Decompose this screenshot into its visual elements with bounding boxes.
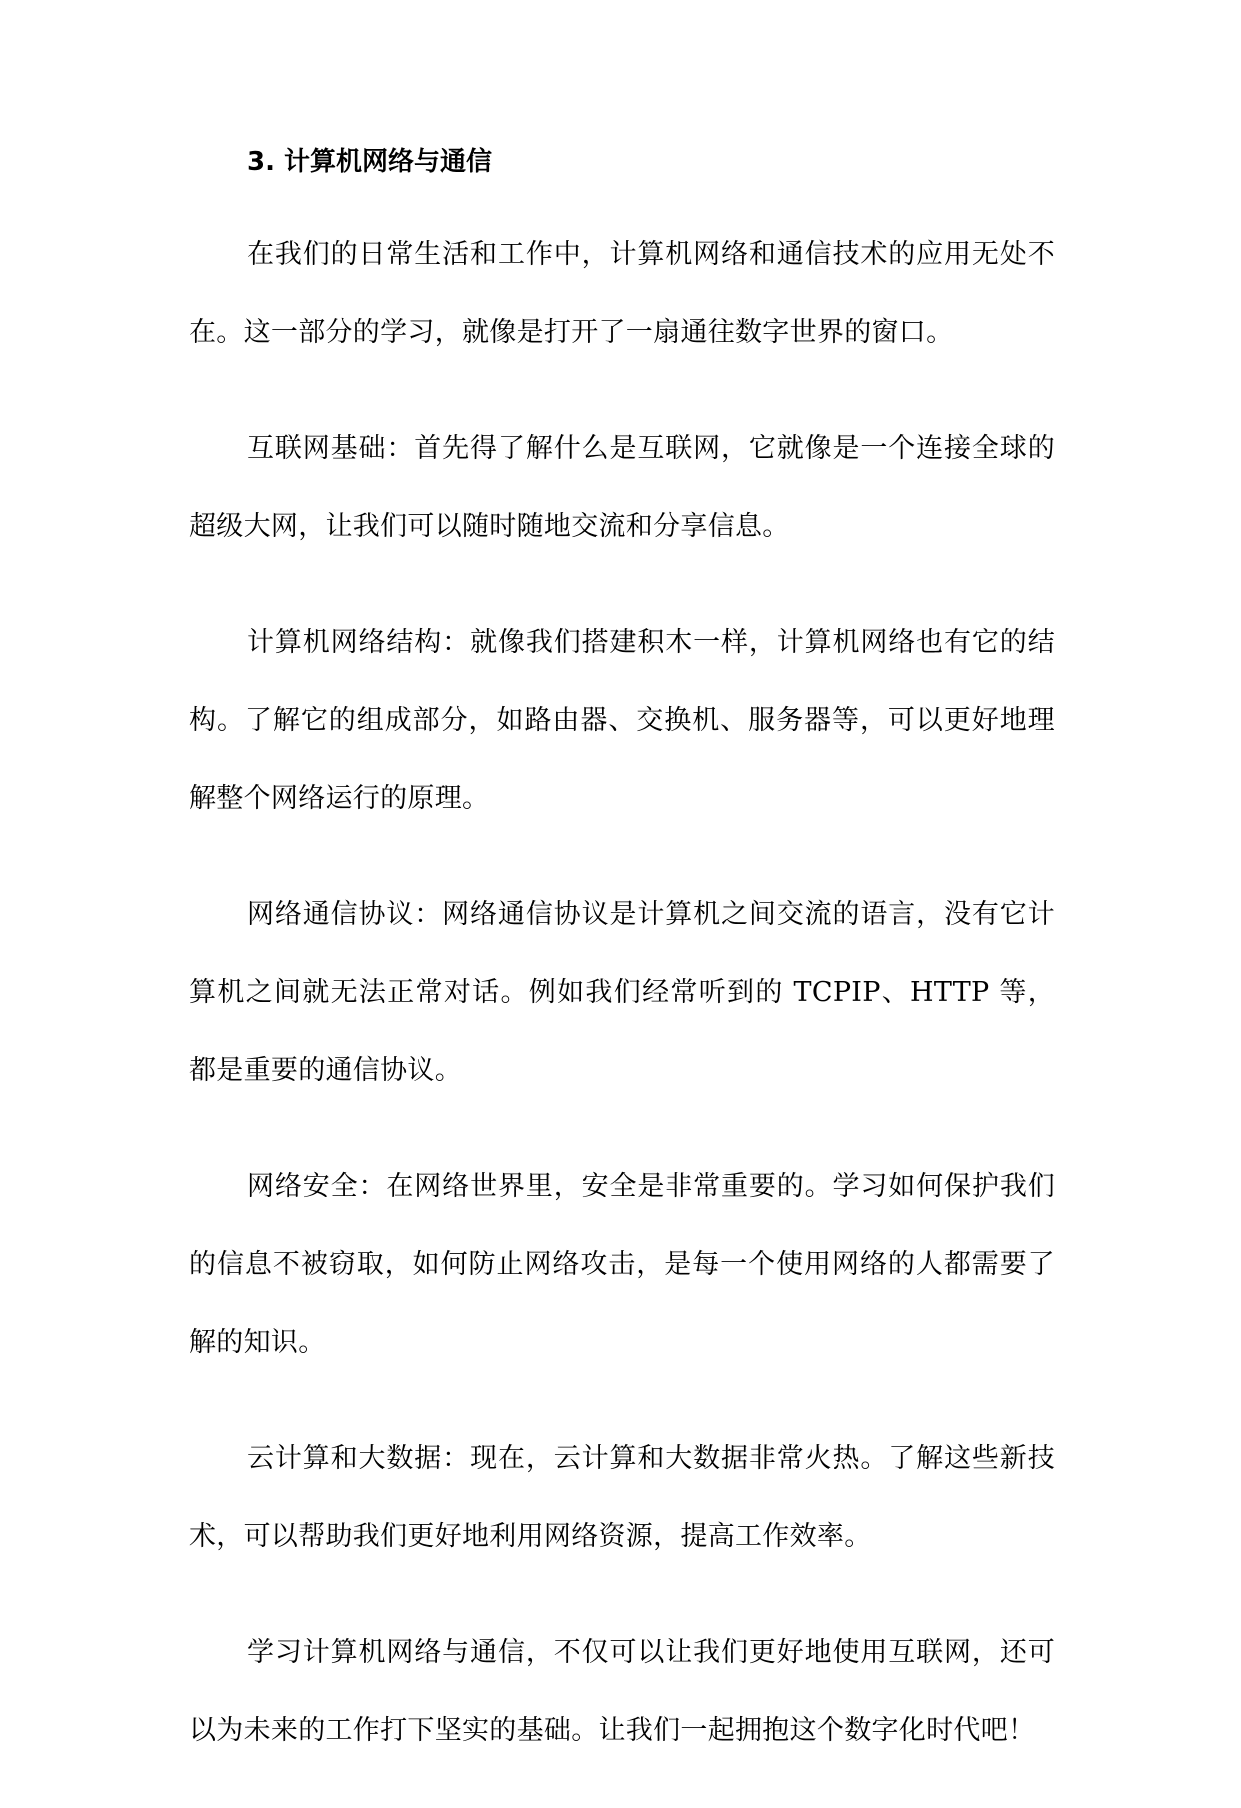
paragraph-text: 在网络世界里，安全是非常重要的。学习如何保护我们的信息不被窃取，如何防止网络攻击，是每一个使用网络的人都需要了解的知识。 (189, 1171, 1056, 1358)
paragraph-term: 互联网基础： (247, 433, 415, 464)
paragraph-cloud-bigdata (189, 1420, 1055, 1576)
section-heading: 3. 计算机网络与通信 (247, 147, 493, 177)
paragraph-term: 网络安全： (247, 1171, 387, 1202)
paragraph-conclusion (189, 1614, 1055, 1770)
paragraph-network-security (189, 1148, 1055, 1382)
paragraph-protocols (189, 876, 1055, 1110)
paragraph-internet-basics (189, 410, 1055, 566)
paragraph-term: 云计算和大数据： (247, 1443, 471, 1474)
paragraph-intro (189, 216, 1055, 372)
paragraph-term: 计算机网络结构： (247, 627, 471, 658)
paragraph-text: 网络通信协议是计算机之间交流的语言，没有它计算机之间就无法正常对话。例如我们经常听到的 TCPIP、HTTP 等，都是重要的通信协议。 (189, 899, 1055, 1086)
paragraph-term: 网络通信协议： (247, 899, 443, 930)
paragraph-text: 在我们的日常生活和工作中，计算机网络和通信技术的应用无处不在。这一部分的学习，就像是打开了一扇通往数字世界的窗口。 (189, 239, 1055, 348)
paragraph-text: 首先得了解什么是互联网，它就像是一个连接全球的超级大网，让我们可以随时随地交流和分享信息。 (189, 433, 1055, 542)
document-body (189, 142, 1055, 1808)
paragraph-text: 现在，云计算和大数据非常火热。了解这些新技术，可以帮助我们更好地利用网络资源，提高工作效率。 (189, 1443, 1055, 1552)
paragraph-text: 学习计算机网络与通信，不仅可以让我们更好地使用互联网，还可以为未来的工作打下坚实的基础。让我们一起拥抱这个数字化时代吧！ (189, 1637, 1055, 1746)
paragraph-network-structure (189, 604, 1055, 838)
paragraph-text: 就像我们搭建积木一样，计算机网络也有它的结构。了解它的组成部分，如路由器、交换机、服务器等，可以更好地理解整个网络运行的原理。 (189, 627, 1055, 814)
